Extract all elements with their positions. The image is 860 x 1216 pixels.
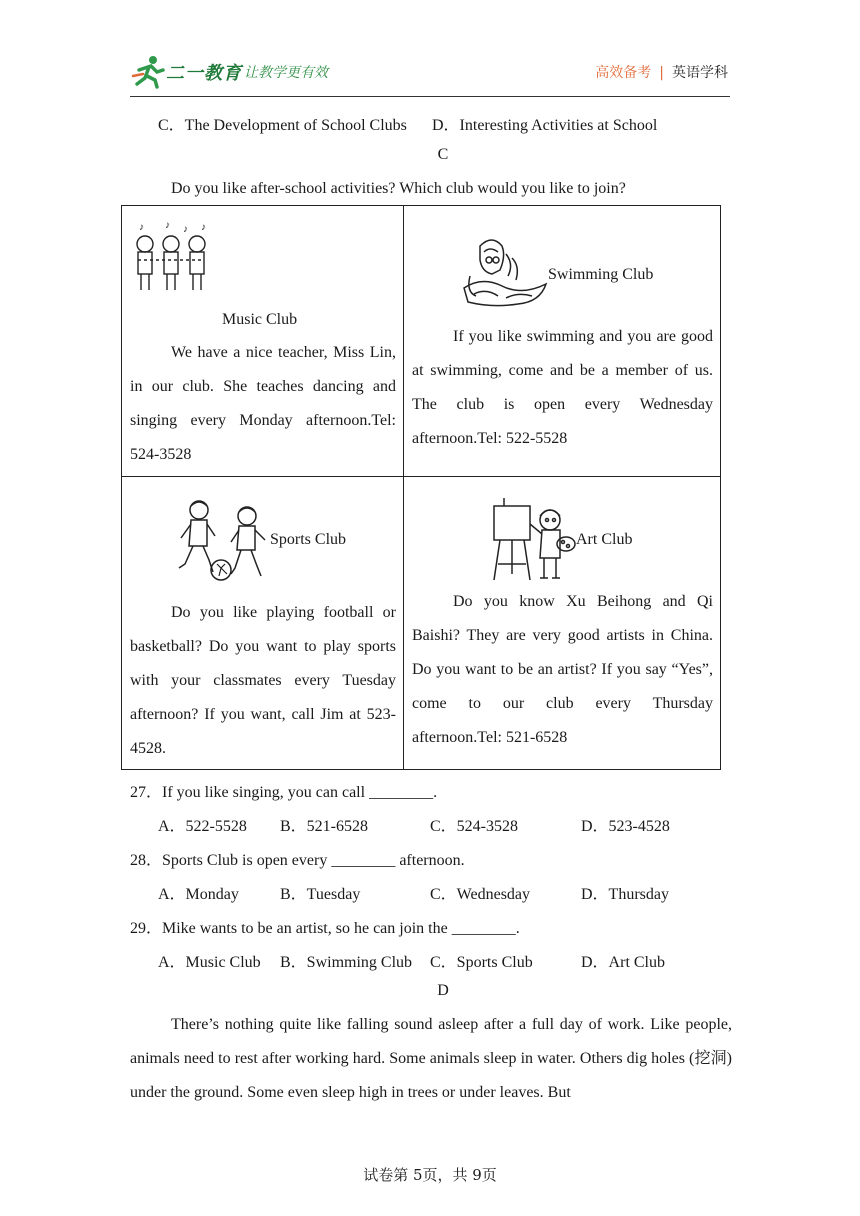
swimming-club-title: Swimming Club [548, 266, 654, 283]
section-d-letter: D [437, 982, 449, 999]
svg-text:♪: ♪ [201, 222, 206, 233]
svg-text:♪: ♪ [165, 220, 170, 231]
painter-easel-icon [490, 494, 576, 584]
page-footer: 试卷第 5页，共 9页 [363, 1166, 497, 1184]
swimmer-icon [462, 236, 548, 310]
q29-option-d: D．Art Club [581, 954, 666, 971]
q29-option-b: B．Swimming Club [280, 954, 413, 971]
question-27: 27．If you like singing, you can call ________. [130, 784, 438, 801]
logo-slogan: 让教学更有效 [244, 65, 328, 81]
section-c-letter: C [437, 146, 449, 163]
football-players-icon [175, 498, 271, 584]
swimming-club-text: If you like swimming and you are good at swimming, come and be a member of us. The club is open every Wednesday afternoon.Tel: 522-5528 [412, 328, 713, 447]
sports-club-text: Do you like playing football or basketball? Do you want to play sports with your classmates every Tuesday afternoon? If you want, call Jim at 523-4528. [130, 604, 396, 757]
q28-option-d: D．Thursday [581, 886, 669, 903]
svg-text:♪: ♪ [183, 224, 188, 235]
question-28: 28．Sports Club is open every ________ afternoon. [130, 852, 465, 869]
sports-club-title: Sports Club [270, 531, 347, 548]
header-divider [130, 96, 730, 97]
prev-option-c: C．The Development of School Clubs [158, 117, 407, 134]
q27-option-d: D．523-4528 [581, 818, 670, 835]
svg-text:♪: ♪ [139, 222, 144, 233]
q27-option-c: C．524-3528 [430, 818, 519, 835]
music-club-text: We have a nice teacher, Miss Lin, in our club. She teaches dancing and singing every Monday afternoon.Tel: 524-3528 [130, 344, 396, 463]
header-label-subject: 英语学科 [672, 65, 728, 81]
q28-option-b: B．Tuesday [280, 886, 361, 903]
q29-option-a: A．Music Club [158, 954, 261, 971]
art-club-text: Do you know Xu Beihong and Qi Baishi? They are very good artists in China. Do you want to be an artist? If you say “Yes”, come to our club every Thursday afternoon.Tel: 521-6528 [412, 593, 713, 746]
logo-text: 二一教育 [166, 63, 242, 83]
section-c-intro: Do you like after-school activities? Which club would you like to join? [171, 180, 626, 197]
singing-children-icon [131, 220, 213, 296]
section-d-text: There’s nothing quite like falling sound asleep after a full day of work. Like people, animals need to rest after working hard. Some animals sleep in water. Others dig holes (挖洞) under the ground. Some even sleep high in trees or under leaves. But [130, 1016, 732, 1101]
q29-option-c: C．Sports Club [430, 954, 533, 971]
art-club-title: Art Club [576, 531, 633, 548]
music-club-title: Music Club [222, 311, 298, 328]
q27-option-b: B．521-6528 [280, 818, 369, 835]
question-29: 29．Mike wants to be an artist, so he can join the ________. [130, 920, 520, 937]
logo-icon [133, 54, 167, 88]
q27-option-a: A．522-5528 [158, 818, 247, 835]
header-separator: | [659, 65, 664, 81]
prev-option-d: D．Interesting Activities at School [432, 117, 658, 134]
header-labels [595, 62, 728, 82]
q28-option-c: C．Wednesday [430, 886, 531, 903]
q28-option-a: A．Monday [158, 886, 239, 903]
header-label-exam: 高效备考 [595, 65, 652, 81]
